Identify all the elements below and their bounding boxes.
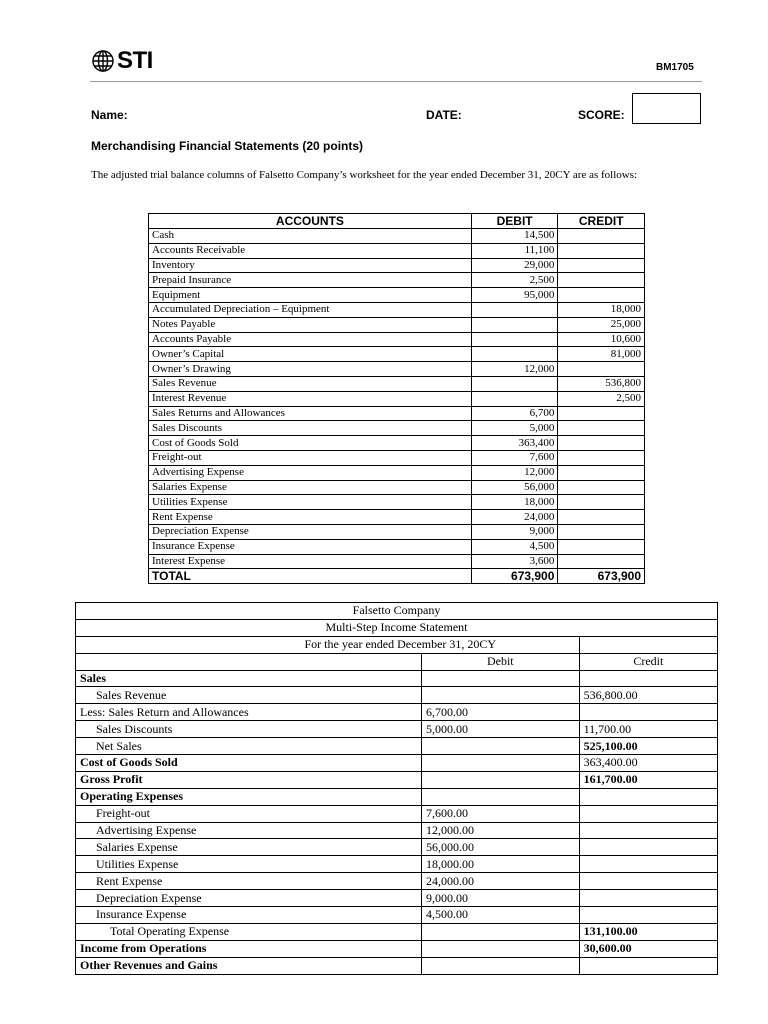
- credit-cell: 536,800: [558, 376, 645, 391]
- trial-balance-row: [149, 229, 645, 244]
- trial-balance-row: [149, 376, 645, 391]
- statement-credit-cell: [579, 805, 717, 822]
- statement-label-cell: Utilities Expense: [76, 856, 422, 873]
- total-label-cell: TOTAL: [149, 569, 472, 584]
- credit-cell: 2,500: [558, 391, 645, 406]
- trial-balance-row: [149, 258, 645, 273]
- debit-cell: [471, 332, 558, 347]
- account-cell: Owner’s Capital: [149, 347, 472, 362]
- account-cell: Equipment: [149, 288, 472, 303]
- statement-debit-cell: [422, 788, 580, 805]
- debit-cell: 14,500: [471, 229, 558, 244]
- trial-balance-row: [149, 332, 645, 347]
- debit-cell: [471, 391, 558, 406]
- blank-cell: [579, 636, 717, 653]
- debit-cell: 4,500: [471, 539, 558, 554]
- blank-cell: [76, 653, 422, 670]
- statement-row: [76, 755, 718, 772]
- total-credit-cell: 673,900: [558, 569, 645, 584]
- trial-balance-row: [149, 436, 645, 451]
- statement-label-cell: Rent Expense: [76, 873, 422, 890]
- account-cell: Owner’s Drawing: [149, 362, 472, 377]
- intro-paragraph: The adjusted trial balance columns of Falsetto Company’s worksheet for the year ended December 31, 20CY are as follows:: [91, 169, 638, 181]
- trial-balance-row: [149, 347, 645, 362]
- account-cell: Interest Expense: [149, 554, 472, 569]
- income-statement-table: [75, 602, 718, 975]
- statement-credit-cell: 536,800.00: [579, 687, 717, 704]
- debit-cell: 7,600: [471, 450, 558, 465]
- statement-debit-cell: 9,000.00: [422, 890, 580, 907]
- statement-credit-cell: [579, 822, 717, 839]
- statement-credit-header: Credit: [579, 653, 717, 670]
- statement-label-cell: Operating Expenses: [76, 788, 422, 805]
- credit-cell: 25,000: [558, 317, 645, 332]
- trial-balance-total-row: [149, 569, 645, 584]
- credit-cell: 10,600: [558, 332, 645, 347]
- statement-credit-cell: [579, 907, 717, 924]
- account-cell: Depreciation Expense: [149, 524, 472, 539]
- statement-period: For the year ended December 31, 20CY: [76, 636, 580, 653]
- accounts-header: ACCOUNTS: [149, 214, 472, 229]
- statement-row: [76, 788, 718, 805]
- statement-row: [76, 670, 718, 687]
- name-label: Name:: [91, 108, 128, 122]
- statement-row: [76, 839, 718, 856]
- trial-balance-row: [149, 302, 645, 317]
- date-label: DATE:: [426, 108, 462, 122]
- account-cell: Notes Payable: [149, 317, 472, 332]
- statement-row: [76, 822, 718, 839]
- statement-label-cell: Insurance Expense: [76, 907, 422, 924]
- statement-row: [76, 873, 718, 890]
- debit-cell: 12,000: [471, 465, 558, 480]
- credit-cell: [558, 288, 645, 303]
- trial-balance-row: [149, 288, 645, 303]
- statement-credit-cell: [579, 856, 717, 873]
- trial-balance-row: [149, 554, 645, 569]
- statement-debit-cell: [422, 923, 580, 940]
- credit-cell: [558, 539, 645, 554]
- globe-logo-icon: [91, 49, 115, 73]
- credit-cell: [558, 495, 645, 510]
- statement-debit-cell: 7,600.00: [422, 805, 580, 822]
- account-cell: Sales Discounts: [149, 421, 472, 436]
- debit-cell: 56,000: [471, 480, 558, 495]
- statement-debit-cell: 5,000.00: [422, 721, 580, 738]
- trial-balance-row: [149, 243, 645, 258]
- statement-credit-cell: 525,100.00: [579, 738, 717, 755]
- statement-row: [76, 907, 718, 924]
- account-cell: Utilities Expense: [149, 495, 472, 510]
- statement-row: [76, 805, 718, 822]
- account-cell: Freight-out: [149, 450, 472, 465]
- statement-row: [76, 856, 718, 873]
- debit-cell: 29,000: [471, 258, 558, 273]
- debit-cell: 2,500: [471, 273, 558, 288]
- trial-balance-row: [149, 524, 645, 539]
- statement-credit-cell: [579, 704, 717, 721]
- account-cell: Accounts Payable: [149, 332, 472, 347]
- logo-wordmark: STI: [117, 47, 153, 74]
- debit-cell: 6,700: [471, 406, 558, 421]
- debit-cell: 11,100: [471, 243, 558, 258]
- credit-cell: [558, 524, 645, 539]
- account-cell: Advertising Expense: [149, 465, 472, 480]
- trial-balance-row: [149, 421, 645, 436]
- score-label: SCORE:: [578, 108, 625, 122]
- statement-row: [76, 687, 718, 704]
- page-title: Merchandising Financial Statements (20 points): [91, 139, 364, 153]
- statement-label-cell: Sales Discounts: [76, 721, 422, 738]
- total-debit-cell: 673,900: [471, 569, 558, 584]
- debit-cell: [471, 376, 558, 391]
- account-cell: Insurance Expense: [149, 539, 472, 554]
- statement-label-cell: Net Sales: [76, 738, 422, 755]
- statement-column-header-row: [76, 653, 718, 670]
- statement-label-cell: Total Operating Expense: [76, 923, 422, 940]
- statement-credit-cell: 363,400.00: [579, 755, 717, 772]
- debit-cell: 5,000: [471, 421, 558, 436]
- credit-cell: [558, 465, 645, 480]
- document-code: BM1705: [656, 62, 694, 73]
- statement-debit-cell: [422, 755, 580, 772]
- statement-debit-cell: 6,700.00: [422, 704, 580, 721]
- statement-credit-cell: 161,700.00: [579, 771, 717, 788]
- account-cell: Sales Revenue: [149, 376, 472, 391]
- debit-cell: 24,000: [471, 510, 558, 525]
- credit-cell: [558, 450, 645, 465]
- debit-cell: 18,000: [471, 495, 558, 510]
- account-cell: Interest Revenue: [149, 391, 472, 406]
- account-cell: Rent Expense: [149, 510, 472, 525]
- trial-balance-row: [149, 406, 645, 421]
- statement-debit-cell: [422, 771, 580, 788]
- statement-debit-header: Debit: [422, 653, 580, 670]
- statement-label-cell: Advertising Expense: [76, 822, 422, 839]
- statement-credit-cell: [579, 890, 717, 907]
- account-cell: Cost of Goods Sold: [149, 436, 472, 451]
- statement-row: [76, 923, 718, 940]
- statement-label-cell: Gross Profit: [76, 771, 422, 788]
- statement-label-cell: Freight-out: [76, 805, 422, 822]
- credit-header: CREDIT: [558, 214, 645, 229]
- trial-balance-row: [149, 465, 645, 480]
- credit-cell: [558, 229, 645, 244]
- statement-debit-cell: [422, 957, 580, 974]
- header-divider: [90, 81, 702, 82]
- debit-cell: 363,400: [471, 436, 558, 451]
- debit-cell: [471, 302, 558, 317]
- score-box: [632, 93, 701, 124]
- statement-period-row: [76, 636, 718, 653]
- debit-cell: 9,000: [471, 524, 558, 539]
- statement-credit-cell: 11,700.00: [579, 721, 717, 738]
- statement-debit-cell: [422, 940, 580, 957]
- statement-company-row: [76, 603, 718, 620]
- trial-balance-row: [149, 480, 645, 495]
- account-cell: Sales Returns and Allowances: [149, 406, 472, 421]
- company-name: Falsetto Company: [76, 603, 718, 620]
- statement-row: [76, 704, 718, 721]
- debit-header: DEBIT: [471, 214, 558, 229]
- sti-logo: [91, 47, 153, 75]
- trial-balance-row: [149, 450, 645, 465]
- trial-balance-table: [148, 213, 645, 584]
- statement-row: [76, 721, 718, 738]
- credit-cell: [558, 243, 645, 258]
- account-cell: Prepaid Insurance: [149, 273, 472, 288]
- trial-balance-row: [149, 273, 645, 288]
- trial-balance-row: [149, 539, 645, 554]
- statement-row: [76, 738, 718, 755]
- credit-cell: [558, 273, 645, 288]
- statement-credit-cell: 30,600.00: [579, 940, 717, 957]
- debit-cell: [471, 347, 558, 362]
- trial-balance-row: [149, 362, 645, 377]
- statement-label-cell: Other Revenues and Gains: [76, 957, 422, 974]
- statement-debit-cell: 18,000.00: [422, 856, 580, 873]
- account-cell: Accounts Receivable: [149, 243, 472, 258]
- trial-balance-row: [149, 495, 645, 510]
- debit-cell: 3,600: [471, 554, 558, 569]
- debit-cell: [471, 317, 558, 332]
- statement-debit-cell: 4,500.00: [422, 907, 580, 924]
- statement-credit-cell: 131,100.00: [579, 923, 717, 940]
- statement-debit-cell: [422, 687, 580, 704]
- statement-row: [76, 890, 718, 907]
- statement-credit-cell: [579, 839, 717, 856]
- trial-balance-row: [149, 317, 645, 332]
- account-cell: Salaries Expense: [149, 480, 472, 495]
- statement-row: [76, 771, 718, 788]
- statement-label-cell: Income from Operations: [76, 940, 422, 957]
- statement-debit-cell: [422, 670, 580, 687]
- trial-balance-row: [149, 391, 645, 406]
- credit-cell: [558, 510, 645, 525]
- credit-cell: [558, 362, 645, 377]
- account-cell: Accumulated Depreciation – Equipment: [149, 302, 472, 317]
- statement-label-cell: Less: Sales Return and Allowances: [76, 704, 422, 721]
- statement-credit-cell: [579, 788, 717, 805]
- statement-label-cell: Salaries Expense: [76, 839, 422, 856]
- trial-balance-header-row: [149, 214, 645, 229]
- statement-label-cell: Cost of Goods Sold: [76, 755, 422, 772]
- statement-debit-cell: 12,000.00: [422, 822, 580, 839]
- credit-cell: [558, 554, 645, 569]
- statement-debit-cell: 24,000.00: [422, 873, 580, 890]
- statement-debit-cell: [422, 738, 580, 755]
- debit-cell: 95,000: [471, 288, 558, 303]
- statement-type-row: [76, 619, 718, 636]
- credit-cell: 81,000: [558, 347, 645, 362]
- statement-debit-cell: 56,000.00: [422, 839, 580, 856]
- statement-credit-cell: [579, 957, 717, 974]
- statement-label-cell: Depreciation Expense: [76, 890, 422, 907]
- credit-cell: [558, 258, 645, 273]
- statement-credit-cell: [579, 873, 717, 890]
- statement-row: [76, 957, 718, 974]
- account-cell: Cash: [149, 229, 472, 244]
- credit-cell: [558, 436, 645, 451]
- statement-label-cell: Sales: [76, 670, 422, 687]
- credit-cell: [558, 480, 645, 495]
- statement-credit-cell: [579, 670, 717, 687]
- debit-cell: 12,000: [471, 362, 558, 377]
- statement-row: [76, 940, 718, 957]
- credit-cell: [558, 421, 645, 436]
- trial-balance-row: [149, 510, 645, 525]
- statement-name: Multi-Step Income Statement: [76, 619, 718, 636]
- credit-cell: 18,000: [558, 302, 645, 317]
- account-cell: Inventory: [149, 258, 472, 273]
- statement-label-cell: Sales Revenue: [76, 687, 422, 704]
- credit-cell: [558, 406, 645, 421]
